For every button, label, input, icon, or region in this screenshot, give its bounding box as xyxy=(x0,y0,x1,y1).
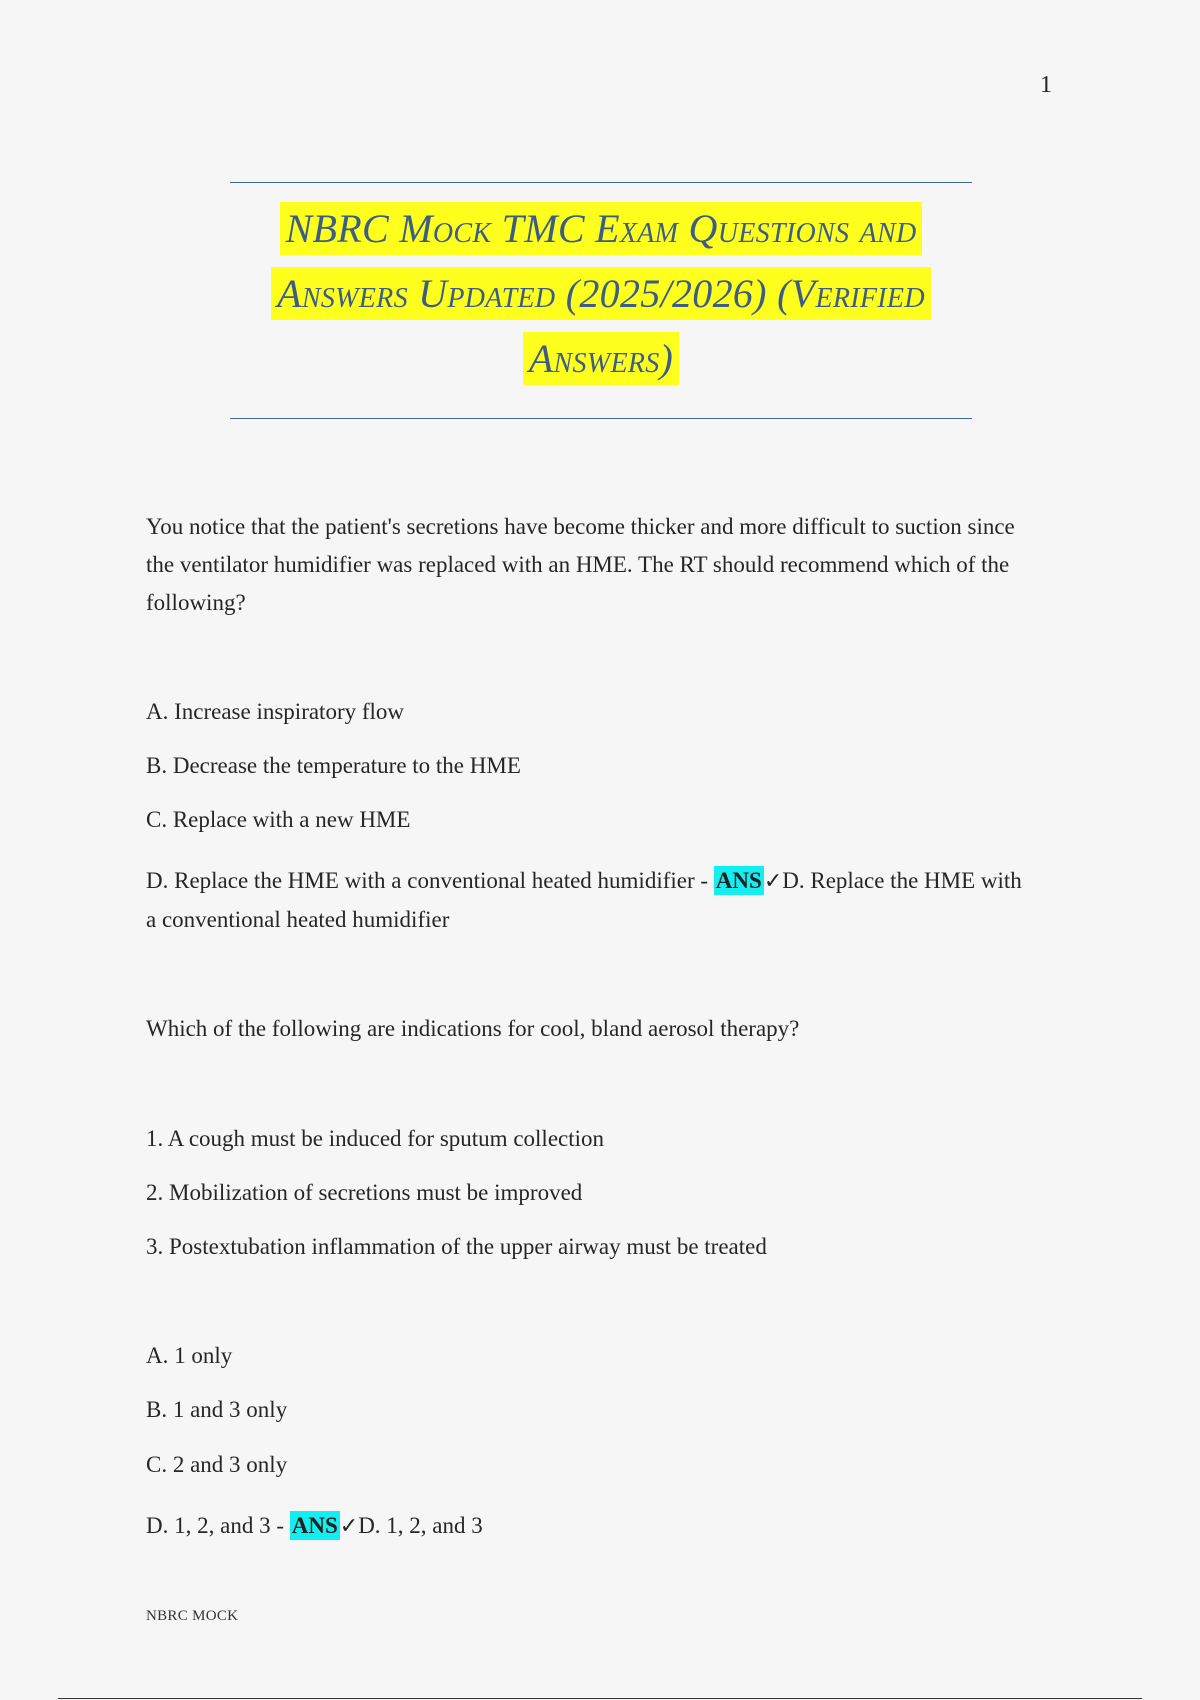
title-line-2: Answers Updated (2025/2026) (Verified xyxy=(271,267,931,320)
question-2-statement-2: 2. Mobilization of secretions must be improved xyxy=(146,1180,583,1205)
question-1-option-a: A. Increase inspiratory flow xyxy=(146,699,405,724)
question-2-answer xyxy=(146,1507,1026,1546)
question-2-option-a: A. 1 only xyxy=(146,1343,233,1368)
ans-highlight: ANS xyxy=(715,868,762,893)
question-2-statement-3: 3. Postextubation inflammation of the upper airway must be treated xyxy=(146,1234,767,1259)
question-2-statement-1: 1. A cough must be induced for sputum collection xyxy=(146,1126,605,1151)
ans-highlight: ANS xyxy=(291,1513,338,1538)
question-1-text: You notice that the patient's secretions have become thicker and more difficult to suction since the ventilator humidifier was replaced with an HME. The RT should recommend which of the following? xyxy=(146,514,1015,615)
check-icon: ✓ xyxy=(763,869,783,894)
question-1-answer xyxy=(146,862,1026,939)
title-rule-top xyxy=(230,182,972,183)
footer-rule xyxy=(58,1698,1142,1699)
title-line-3: Answers) xyxy=(523,332,679,385)
question-2-answer-text: D. 1, 2, and 3 xyxy=(358,1513,483,1538)
title-rule-bottom xyxy=(230,418,972,419)
question-2-option-c: C. 2 and 3 only xyxy=(146,1452,288,1477)
check-icon: ✓ xyxy=(339,1514,359,1539)
question-2-text: Which of the following are indications for cool, bland aerosol therapy? xyxy=(146,1016,800,1041)
question-2-option-b: B. 1 and 3 only xyxy=(146,1397,288,1422)
title-line-1: NBRC Mock TMC Exam Questions and xyxy=(280,202,923,255)
question-1-option-b: B. Decrease the temperature to the HME xyxy=(146,753,521,778)
question-1-answer-text: D. Replace the HME with a conventional heated humidifier xyxy=(146,868,1022,932)
question-2-option-d: D. 1, 2, and 3 - xyxy=(146,1513,290,1538)
document-title xyxy=(230,196,972,391)
question-1-option-c: C. Replace with a new HME xyxy=(146,807,411,832)
page-number: 1 xyxy=(1040,72,1052,98)
footer-label: NBRC MOCK xyxy=(146,1608,239,1624)
question-1-option-d: D. Replace the HME with a conventional heated humidifier - xyxy=(146,868,714,893)
